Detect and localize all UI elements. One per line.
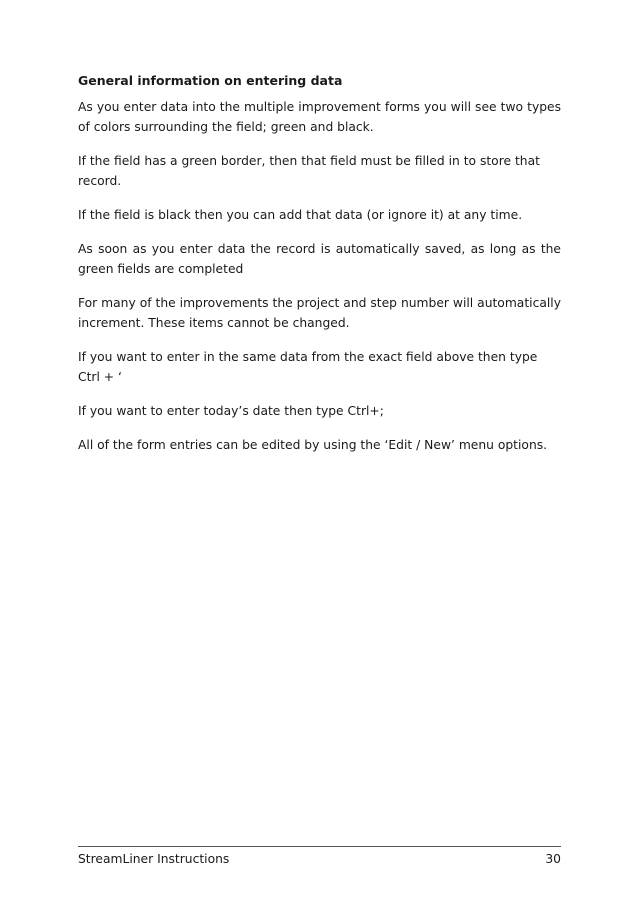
footer-title: StreamLiner Instructions	[78, 852, 230, 866]
paragraph-black-border: If the field is black then you can add that data (or ignore it) at any time.	[78, 208, 523, 222]
page-content	[78, 71, 561, 469]
paragraph-green-border: If the field has a green border, then that field must be filled in to store that record.	[78, 154, 540, 188]
paragraph-auto-save: As soon as you enter data the record is automatically saved, as long as the green fields are completed	[78, 242, 561, 276]
paragraph-edit-menu: All of the form entries can be edited by using the ‘Edit / New’ menu options.	[78, 438, 548, 452]
paragraph-date-shortcut: If you want to enter today’s date then type Ctrl+;	[78, 404, 384, 418]
paragraph-copy-shortcut: If you want to enter in the same data from the exact field above then type Ctrl + ‘	[78, 350, 538, 384]
page-number: 30	[545, 852, 561, 866]
paragraph-auto-increment: For many of the improvements the project and step number will automatically increment. These items cannot be changed.	[78, 296, 561, 330]
section-heading: General information on entering data	[78, 73, 343, 88]
page-footer	[78, 846, 561, 868]
paragraph-field-colors: As you enter data into the multiple improvement forms you will see two types of colors surrounding the field; green and black.	[78, 100, 561, 134]
